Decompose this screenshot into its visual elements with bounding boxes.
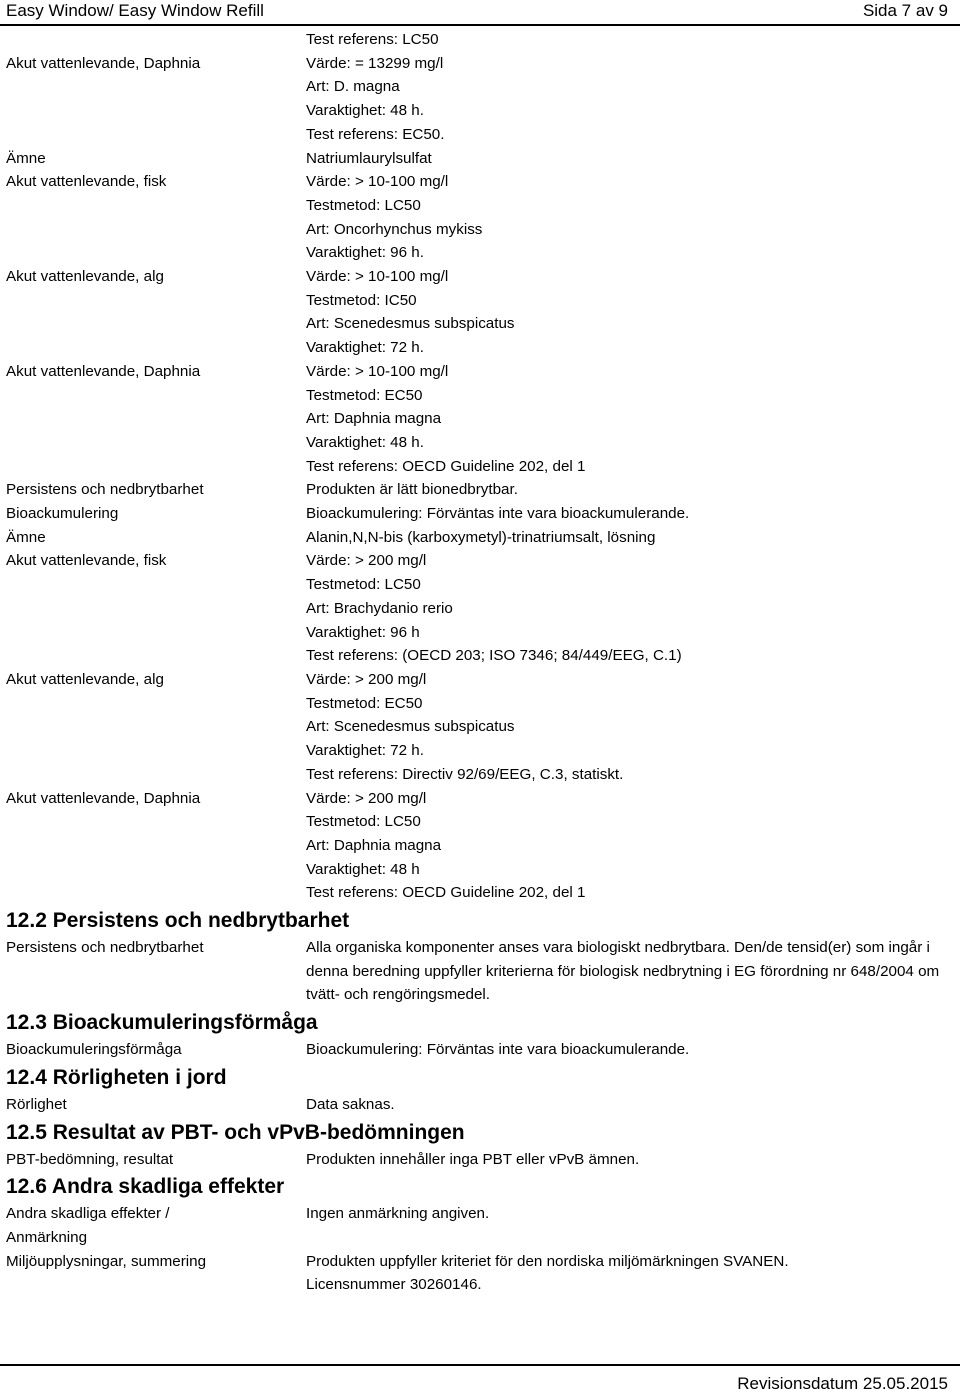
row-label bbox=[6, 28, 306, 52]
mobility-row bbox=[6, 1093, 954, 1117]
row-value-line: Test referens: EC50. bbox=[306, 125, 445, 143]
data-row bbox=[6, 28, 954, 52]
header-divider bbox=[0, 24, 960, 26]
row-label: Akut vattenlevande, Daphnia bbox=[6, 362, 201, 380]
data-row bbox=[6, 549, 954, 668]
persistence-label: Persistens och nedbrytbarhet bbox=[6, 939, 204, 957]
page-header bbox=[6, 0, 948, 24]
environment-summary-value: Produkten uppfyller kriteriet för den nordiska miljömärkningen SVANEN. Licensnummer 30260146. bbox=[306, 1252, 789, 1294]
row-value-line: Testmetod: LC50 bbox=[306, 196, 421, 214]
footer-divider bbox=[0, 1364, 960, 1366]
section-12-3-heading: 12.3 Bioackumuleringsförmåga bbox=[6, 1011, 318, 1035]
section-12-6-heading: 12.6 Andra skadliga effekter bbox=[6, 1175, 285, 1199]
row-value-line: Värde: = 13299 mg/l bbox=[306, 54, 444, 72]
row-value-line: Testmetod: LC50 bbox=[306, 576, 421, 594]
row-value-line: Test referens: LC50 bbox=[306, 31, 439, 48]
environment-summary-label: Miljöupplysningar, summering bbox=[6, 1252, 207, 1270]
row-values bbox=[306, 265, 954, 360]
pbt-label: PBT-bedömning, resultat bbox=[6, 1150, 174, 1168]
row-label: Bioackumulering bbox=[6, 505, 119, 523]
other-effects-label: Andra skadliga effekter / Anmärkning bbox=[6, 1205, 170, 1246]
row-label: Ämne bbox=[6, 528, 46, 546]
section-12-5-heading: 12.5 Resultat av PBT- och vPvB-bedömningen bbox=[6, 1120, 465, 1144]
section-12-2-heading: 12.2 Persistens och nedbrytbarhet bbox=[6, 909, 350, 933]
data-row bbox=[6, 526, 954, 550]
row-value-line: Varaktighet: 96 h. bbox=[306, 244, 424, 262]
data-row bbox=[6, 265, 954, 360]
data-row bbox=[6, 502, 954, 526]
data-row bbox=[6, 360, 954, 479]
environment-summary-row bbox=[6, 1250, 954, 1297]
page-number: Sida 7 av 9 bbox=[862, 1, 948, 20]
row-value-line: Värde: > 200 mg/l bbox=[306, 552, 427, 570]
row-values bbox=[306, 502, 954, 526]
bioaccumulation-row bbox=[6, 1038, 954, 1062]
row-values bbox=[306, 478, 954, 502]
row-value-line: Art: Scenedesmus subspicatus bbox=[306, 718, 515, 736]
row-values bbox=[306, 147, 954, 171]
row-value-line: Produkten är lätt bionedbrytbar. bbox=[306, 481, 518, 499]
row-value-line: Bioackumulering: Förväntas inte vara bioackumulerande. bbox=[306, 505, 690, 523]
data-row bbox=[6, 170, 954, 265]
row-values bbox=[306, 787, 954, 906]
row-label: Akut vattenlevande, alg bbox=[6, 670, 164, 688]
row-values bbox=[306, 526, 954, 550]
bioaccumulation-label: Bioackumuleringsförmåga bbox=[6, 1041, 182, 1059]
row-values bbox=[306, 360, 954, 479]
data-row bbox=[6, 52, 954, 147]
row-label: Akut vattenlevande, fisk bbox=[6, 552, 167, 570]
row-label: Akut vattenlevande, fisk bbox=[6, 173, 167, 191]
row-value-line: Art: Scenedesmus subspicatus bbox=[306, 315, 515, 333]
row-values bbox=[306, 549, 954, 668]
row-value-line: Varaktighet: 96 h bbox=[306, 623, 420, 641]
row-label: Persistens och nedbrytbarhet bbox=[6, 481, 204, 499]
row-value-line: Värde: > 200 mg/l bbox=[306, 670, 427, 688]
row-value-line: Alanin,N,N-bis (karboxymetyl)-trinatriumsalt, lösning bbox=[306, 528, 656, 546]
row-value-line: Natriumlaurylsulfat bbox=[306, 149, 432, 167]
row-value-line: Testmetod: EC50 bbox=[306, 694, 423, 712]
row-value-line: Varaktighet: 72 h. bbox=[306, 339, 424, 357]
row-value-line: Varaktighet: 48 h. bbox=[306, 433, 424, 451]
row-value-line: Varaktighet: 72 h. bbox=[306, 742, 424, 760]
persistence-row bbox=[6, 936, 954, 1007]
data-row bbox=[6, 478, 954, 502]
row-label: Ämne bbox=[6, 149, 46, 167]
persistence-value: Alla organiska komponenter anses vara biologiskt nedbrytbara. Den/de tensid(er) som ingår i denna beredning uppfyller kriterierna för biologisk nedbrytning i EG förordning nr 648/2004 om tvätt- och rengöringsmedel. bbox=[306, 939, 940, 1004]
row-value-line: Värde: > 200 mg/l bbox=[306, 789, 427, 807]
section-12-4-heading: 12.4 Rörligheten i jord bbox=[6, 1065, 227, 1089]
revision-date: Revisionsdatum 25.05.2015 bbox=[737, 1374, 948, 1393]
bioaccumulation-value: Bioackumulering: Förväntas inte vara bioackumulerande. bbox=[306, 1041, 690, 1059]
row-value-line: Testmetod: EC50 bbox=[306, 386, 423, 404]
row-value-line: Värde: > 10-100 mg/l bbox=[306, 362, 449, 380]
row-value-line: Värde: > 10-100 mg/l bbox=[306, 268, 449, 286]
row-value-line: Art: Daphnia magna bbox=[306, 410, 442, 428]
mobility-value: Data saknas. bbox=[306, 1095, 395, 1113]
pbt-value: Produkten innehåller inga PBT eller vPvB ämnen. bbox=[306, 1150, 640, 1168]
other-effects-row bbox=[6, 1202, 954, 1249]
ecotoxicity-table bbox=[6, 28, 954, 905]
data-row bbox=[6, 668, 954, 787]
row-value-line: Test referens: OECD Guideline 202, del 1 bbox=[306, 884, 586, 902]
row-value-line: Varaktighet: 48 h bbox=[306, 860, 420, 878]
row-value-line: Testmetod: IC50 bbox=[306, 291, 417, 309]
row-value-line: Test referens: (OECD 203; ISO 7346; 84/449/EEG, C.1) bbox=[306, 647, 682, 665]
row-value-line: Varaktighet: 48 h. bbox=[306, 102, 424, 120]
row-value-line: Test referens: OECD Guideline 202, del 1 bbox=[306, 457, 586, 475]
row-value-line: Testmetod: LC50 bbox=[306, 813, 421, 831]
row-values bbox=[306, 52, 954, 147]
data-row bbox=[6, 147, 954, 171]
row-value-line: Art: Daphnia magna bbox=[306, 836, 442, 854]
row-value-line: Test referens: Directiv 92/69/EEG, C.3, statiskt. bbox=[306, 765, 624, 783]
row-values bbox=[306, 28, 954, 52]
other-effects-value: Ingen anmärkning angiven. bbox=[306, 1205, 490, 1223]
row-label: Akut vattenlevande, alg bbox=[6, 268, 164, 286]
mobility-label: Rörlighet bbox=[6, 1095, 67, 1113]
row-value-line: Värde: > 10-100 mg/l bbox=[306, 173, 449, 191]
data-row bbox=[6, 787, 954, 906]
row-values bbox=[306, 668, 954, 787]
row-label: Akut vattenlevande, Daphnia bbox=[6, 54, 201, 72]
row-value-line: Art: D. magna bbox=[306, 78, 400, 96]
row-value-line: Art: Oncorhynchus mykiss bbox=[306, 220, 483, 238]
page-content bbox=[6, 28, 954, 1297]
row-value-line: Art: Brachydanio rerio bbox=[306, 599, 453, 617]
row-values bbox=[306, 170, 954, 265]
row-label: Akut vattenlevande, Daphnia bbox=[6, 789, 201, 807]
pbt-row bbox=[6, 1148, 954, 1172]
document-title: Easy Window/ Easy Window Refill bbox=[6, 1, 264, 20]
